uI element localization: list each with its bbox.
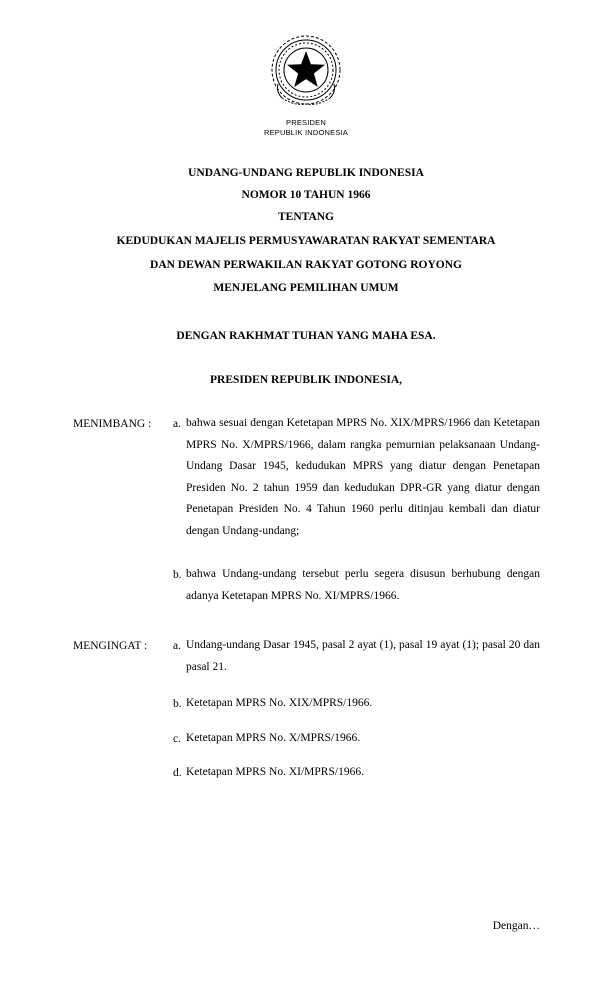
mengingat-item-text: Undang-undang Dasar 1945, pasal 2 ayat (1), pasal 19 ayat (1); pasal 20 dan pasal 21. (186, 639, 540, 673)
mengingat-item-letter: d. (173, 767, 182, 779)
law-title: UNDANG-UNDANG REPUBLIK INDONESIA (188, 167, 424, 179)
garuda-star-emblem-icon (268, 32, 344, 112)
seal-caption-republic: REPUBLIK INDONESIA (263, 128, 349, 137)
menimbang-item-text: bahwa Undang-undang tersebut perlu segera disusun berhubung dengan adanya Ketetapan MPRS No. XI/MPRS/1966. (186, 568, 540, 602)
menimbang-item-letter: b. (173, 569, 182, 581)
law-tentang: TENTANG (277, 211, 335, 223)
law-subject-line2: DAN DEWAN PERWAKILAN RAKYAT GOTONG ROYONG (150, 259, 462, 271)
president-heading: PRESIDEN REPUBLIK INDONESIA, (209, 374, 403, 386)
mengingat-item-text: Ketetapan MPRS No. XIX/MPRS/1966. (186, 697, 373, 709)
mengingat-item-letter: c. (173, 733, 181, 745)
menimbang-item-text: bahwa sesuai dengan Ketetapan MPRS No. XIX/MPRS/1966 dan Ketetapan MPRS No. X/MPRS/1966, dalam rangka pemurnian pelaksanaan Undang-Undang Dasar 1945, kedudukan MPRS yang diatur dengan Penetapan Presiden No. 2 tahun 1959 dan kedudukan DPR-GR yang diatur dengan Penetapan Presiden No. 4 Tahun 1960 perlu ditinjau kembali dan diatur dengan Undang-undang; (186, 417, 540, 537)
continuation-text: Dengan… (492, 920, 540, 932)
mengingat-item-text: Ketetapan MPRS No. X/MPRS/1966. (186, 732, 361, 744)
mengingat-item-letter: b. (173, 698, 182, 710)
law-subject-line3: MENJELANG PEMILIHAN UMUM (213, 282, 399, 294)
menimbang-item-letter: a. (173, 418, 181, 430)
law-number: NOMOR 10 TAHUN 1966 (241, 189, 371, 201)
law-subject-line1: KEDUDUKAN MAJELIS PERMUSYAWARATAN RAKYAT SEMENTARA (116, 235, 496, 247)
mengingat-label: MENGINGAT : (73, 640, 148, 652)
opening-phrase: DENGAN RAKHMAT TUHAN YANG MAHA ESA. (176, 330, 436, 342)
mengingat-item-letter: a. (173, 640, 181, 652)
mengingat-item-text: Ketetapan MPRS No. XI/MPRS/1966. (186, 766, 364, 778)
menimbang-label: MENIMBANG : (73, 418, 152, 430)
seal-caption-president: PRESIDEN (286, 118, 326, 127)
